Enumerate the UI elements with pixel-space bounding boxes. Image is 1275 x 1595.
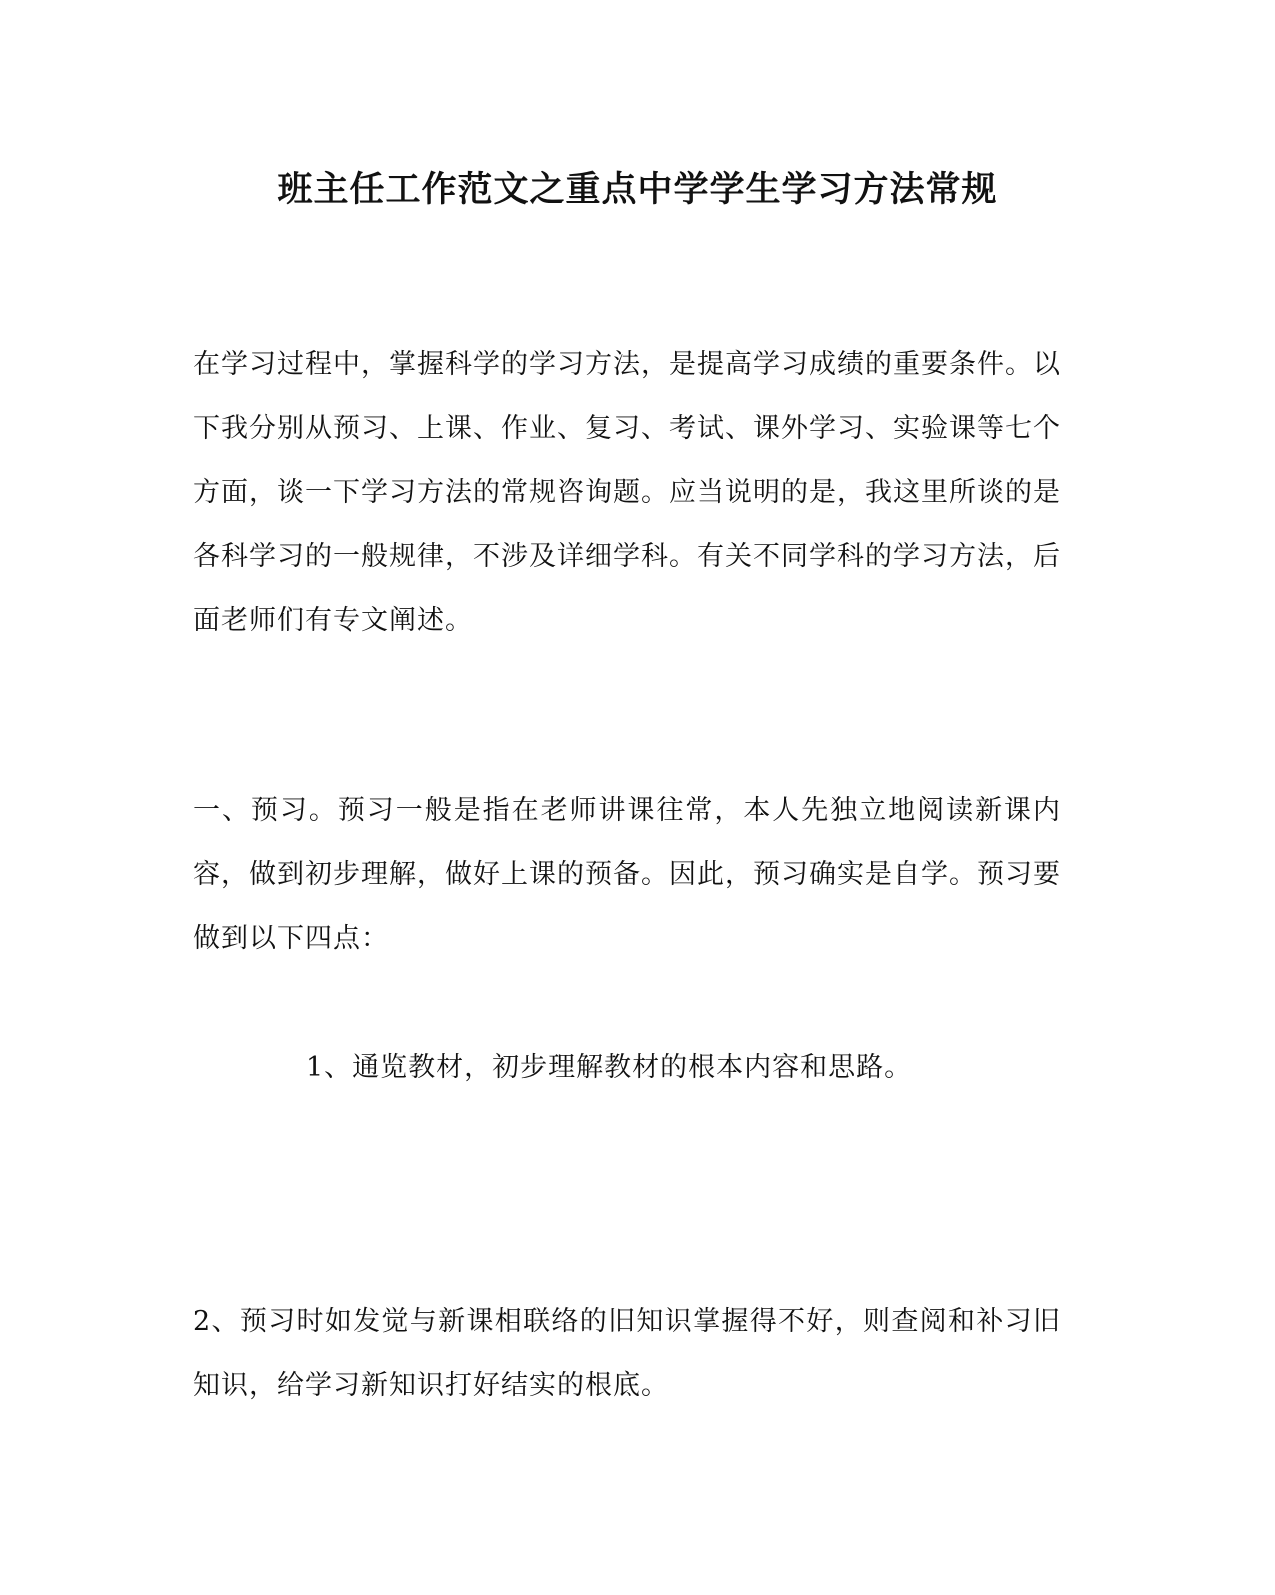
- preview-point-2: 2、预习时如发觉与新课相联络的旧知识掌握得不好，则查阅和补习旧知识，给学习新知识打好结实的根底。: [193, 1306, 1061, 1401]
- document-title: 班主任工作范文之重点中学学生学习方法常规: [277, 169, 998, 210]
- preview-point-1: 1、通览教材，初步理解教材的根本内容和思路。: [306, 1052, 913, 1083]
- intro-paragraph: 在学习过程中，掌握科学的学习方法，是提高学习成绩的重要条件。以下我分别从预习、上课、作业、复习、考试、课外学习、实验课等七个方面，谈一下学习方法的常规咨询题。应当说明的是，我这里所谈的是各科学习的一般规律，不涉及详细学科。有关不同学科的学习方法，后面老师们有专文阐述。: [193, 349, 1061, 636]
- preview-section-paragraph: 一、预习。预习一般是指在老师讲课往常，本人先独立地阅读新课内容，做到初步理解，做好上课的预备。因此，预习确实是自学。预习要做到以下四点：: [193, 795, 1061, 954]
